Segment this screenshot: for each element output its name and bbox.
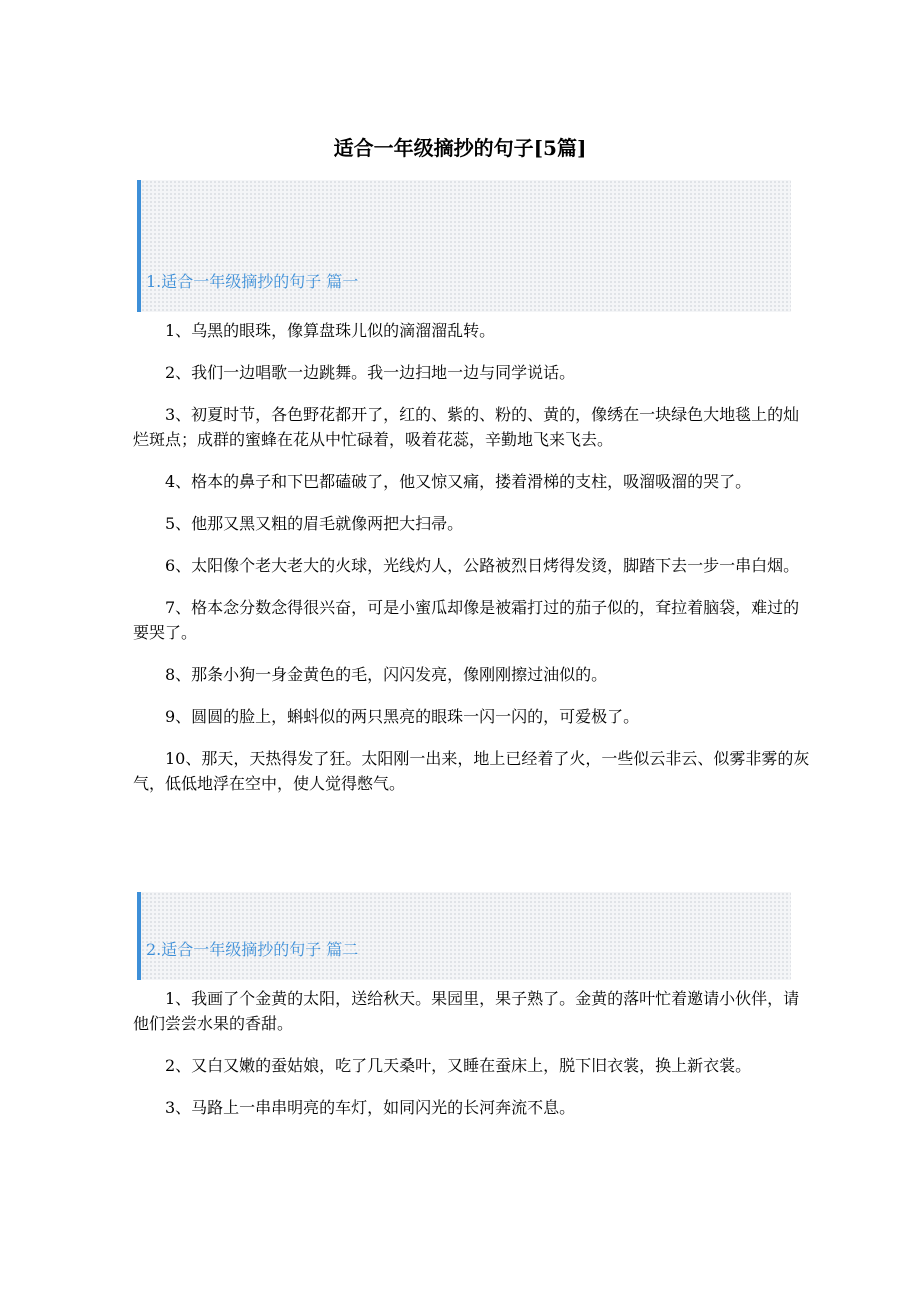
list-item: 2、又白又嫩的蚕姑娘，吃了几天桑叶，又睡在蚕床上，脱下旧衣裳，换上新衣裳。 — [165, 1056, 752, 1075]
list-item: 4、格本的鼻子和下巴都磕破了，他又惊又痛，搂着滑梯的支柱，吸溜吸溜的哭了。 — [165, 472, 752, 491]
section-header-1 — [137, 180, 791, 312]
list-item: 6、太阳像个老大老大的火球，光线灼人，公路被烈日烤得发烫，脚踏下去一步一串白烟。 — [165, 556, 800, 575]
list-item: 1、我画了个金黄的太阳，送给秋天。果园里，果子熟了。金黄的落叶忙着邀请小伙伴，请他们尝尝水果的香甜。 — [133, 989, 800, 1033]
list-item: 7、格本念分数念得很兴奋，可是小蜜瓜却像是被霜打过的茄子似的，耷拉着脑袋，难过的要哭了。 — [133, 598, 800, 642]
section-heading-2: 2.适合一年级摘抄的句子 篇二 — [146, 940, 359, 959]
list-item: 5、他那又黑又粗的眉毛就像两把大扫帚。 — [165, 514, 464, 533]
list-item: 1、乌黑的眼珠，像算盘珠儿似的滴溜溜乱转。 — [165, 321, 496, 340]
page-title: 适合一年级摘抄的句子[5篇] — [333, 136, 587, 160]
list-item: 3、初夏时节，各色野花都开了，红的、紫的、粉的、黄的，像绣在一块绿色大地毯上的灿烂斑点；成群的蜜蜂在花从中忙碌着，吸着花蕊，辛勤地飞来飞去。 — [133, 405, 800, 449]
section-2-entries — [133, 986, 813, 1137]
section-heading-1: 1.适合一年级摘抄的句子 篇一 — [146, 272, 359, 291]
list-item: 2、我们一边唱歌一边跳舞。我一边扫地一边与同学说话。 — [165, 363, 576, 382]
list-item: 3、马路上一串串明亮的车灯，如同闪光的长河奔流不息。 — [165, 1098, 576, 1117]
list-item: 10、那天，天热得发了狂。太阳刚一出来，地上已经着了火，一些似云非云、似雾非雾的灰气，低低地浮在空中，使人觉得憋气。 — [133, 749, 810, 793]
list-item: 9、圆圆的脸上，蝌蚪似的两只黑亮的眼珠一闪一闪的，可爱极了。 — [165, 707, 640, 726]
section-header-2 — [137, 892, 791, 980]
list-item: 8、那条小狗一身金黄色的毛，闪闪发亮，像刚刚擦过油似的。 — [165, 665, 608, 684]
section-1-entries — [133, 318, 813, 813]
